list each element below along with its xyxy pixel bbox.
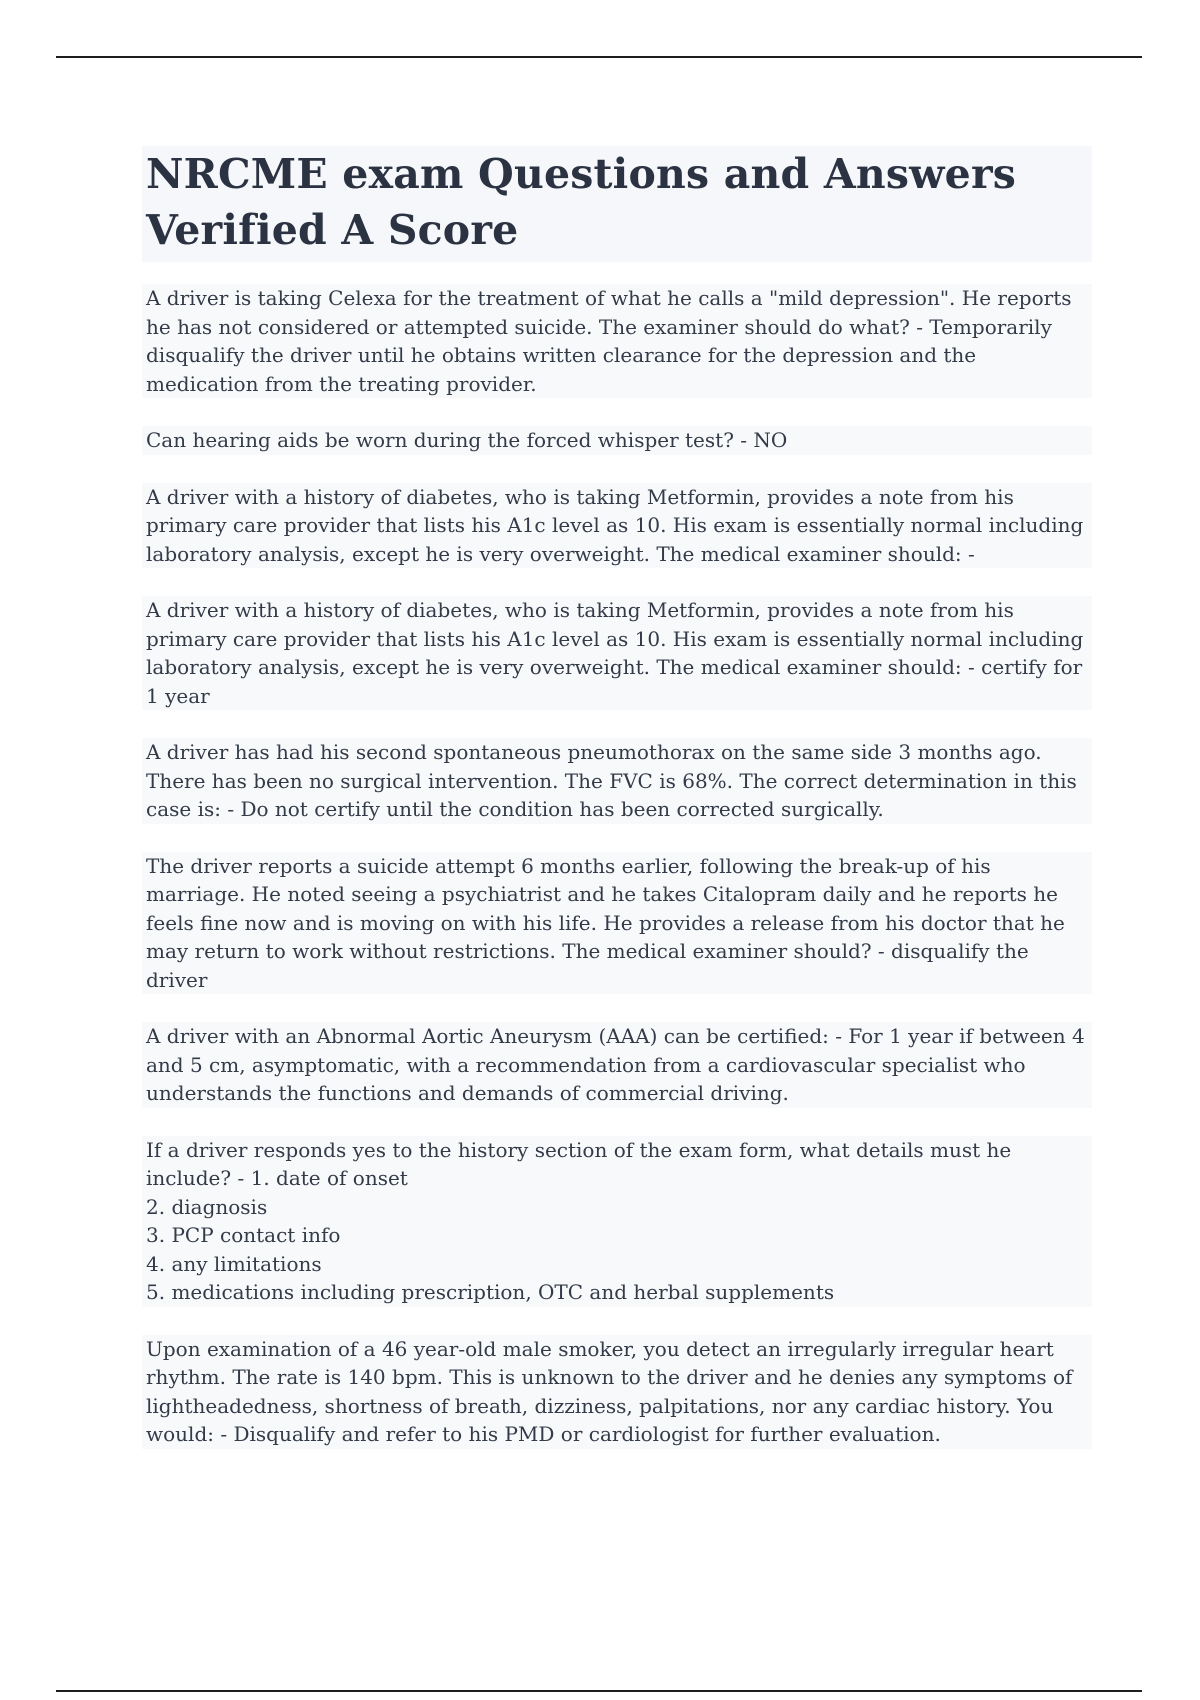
qa-item-1: A driver is taking Celexa for the treatment of what he calls a "mild depression". He reports he has not considered or attempted suicide. The examiner should do what? - Temporarily disqualify the driver until he obtains written clearance for the depression and the medication from the treating provider. <box>142 284 1092 398</box>
qa-item-3: A driver with a history of diabetes, who is taking Metformin, provides a note from his primary care provider that lists his A1c level as 10. His exam is essentially normal including laboratory analysis, except he is very overweight. The medical examiner should: - <box>142 483 1092 569</box>
document-body <box>142 146 1092 1477</box>
bottom-rule <box>56 1690 1142 1692</box>
qa-item-9: Upon examination of a 46 year-old male smoker, you detect an irregularly irregular heart rhythm. The rate is 140 bpm. This is unknown to the driver and he denies any symptoms of lightheadedness, shortness of breath, dizziness, palpitations, nor any cardiac history. You would: - Disqualify and refer to his PMD or cardiologist for further evaluation. <box>142 1335 1092 1449</box>
top-rule <box>56 56 1142 58</box>
qa-item-8: If a driver responds yes to the history section of the exam form, what details must he include? - 1. date of onset 2. diagnosis 3. PCP contact info 4. any limitations 5. medications including prescription, OTC and herbal supplements <box>142 1136 1092 1307</box>
qa-item-5: A driver has had his second spontaneous pneumothorax on the same side 3 months ago. There has been no surgical intervention. The FVC is 68%. The correct determination in this case is: - Do not certify until the condition has been corrected surgically. <box>142 738 1092 824</box>
qa-item-2: Can hearing aids be worn during the forced whisper test? - NO <box>142 426 1092 455</box>
qa-item-4: A driver with a history of diabetes, who is taking Metformin, provides a note from his primary care provider that lists his A1c level as 10. His exam is essentially normal including laboratory analysis, except he is very overweight. The medical examiner should: - certify for 1 year <box>142 596 1092 710</box>
qa-item-7: A driver with an Abnormal Aortic Aneurysm (AAA) can be certified: - For 1 year if between 4 and 5 cm, asymptomatic, with a recommendation from a cardiovascular specialist who understands the functions and demands of commercial driving. <box>142 1022 1092 1108</box>
document-title: NRCME exam Questions and Answers Verified A Score <box>142 146 1092 262</box>
qa-item-6: The driver reports a suicide attempt 6 months earlier, following the break-up of his marriage. He noted seeing a psychiatrist and he takes Citalopram daily and he reports he feels fine now and is moving on with his life. He provides a release from his doctor that he may return to work without restrictions. The medical examiner should? - disqualify the driver <box>142 852 1092 995</box>
